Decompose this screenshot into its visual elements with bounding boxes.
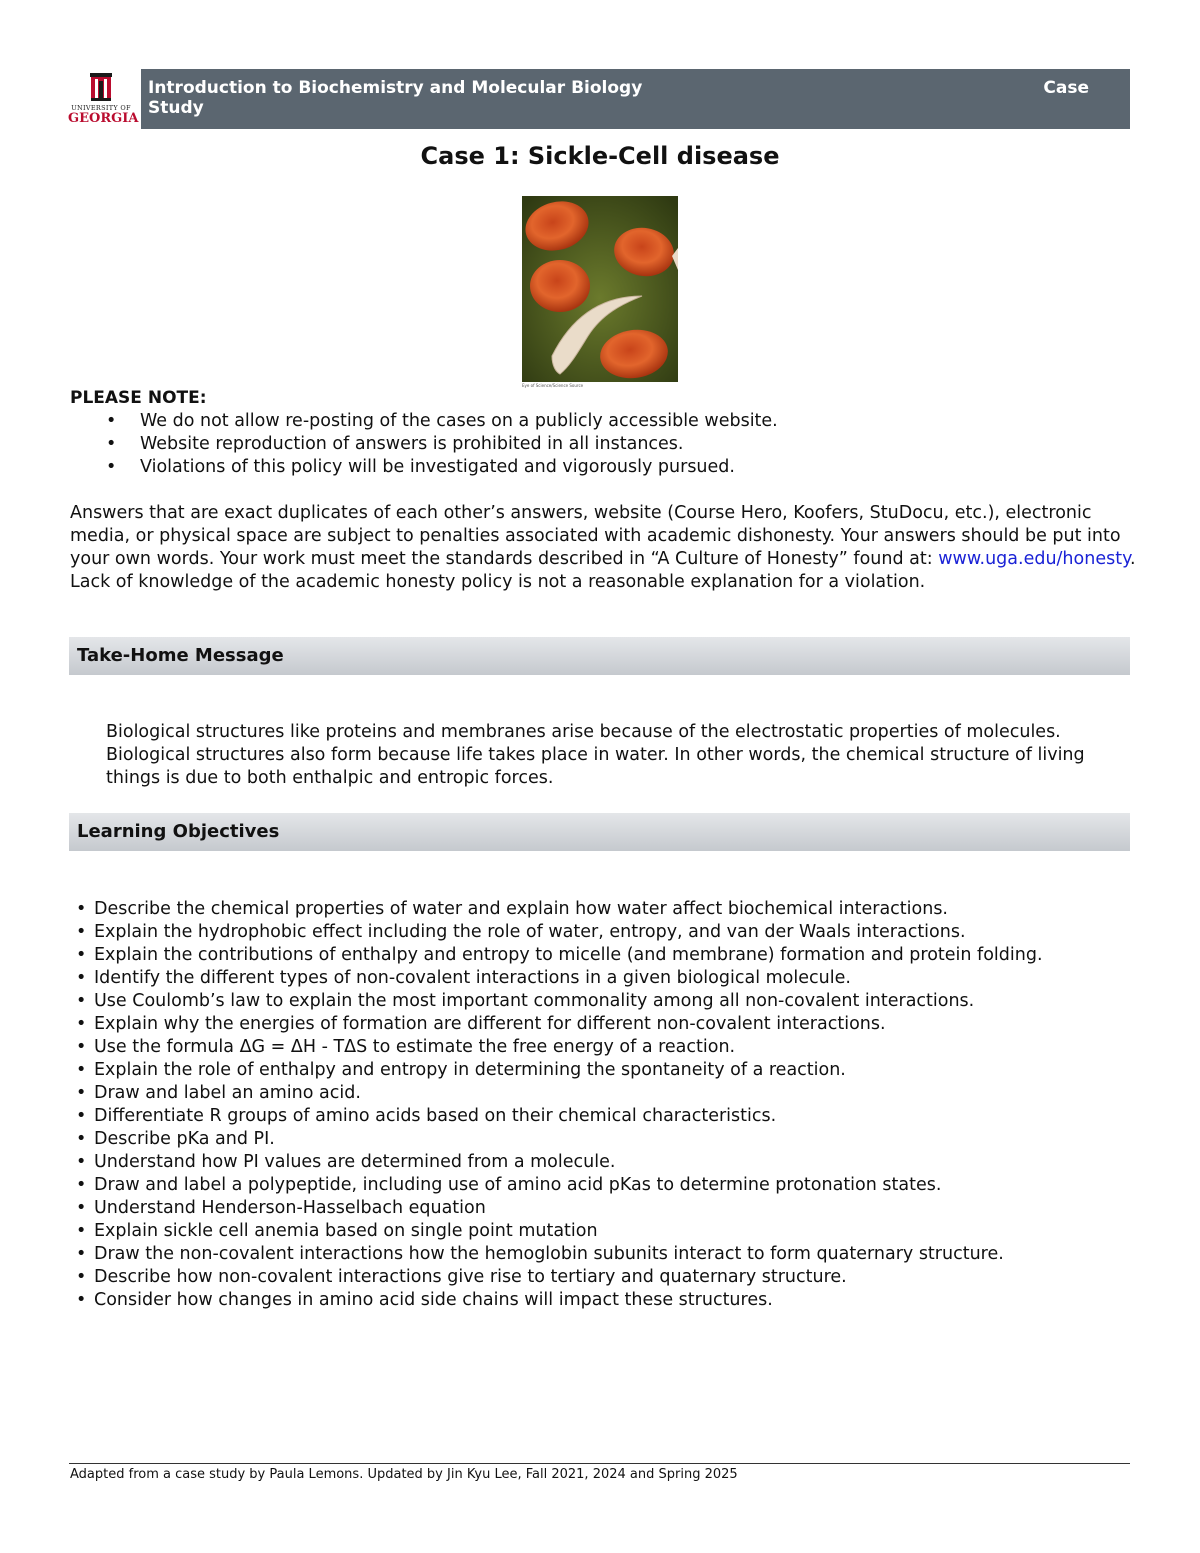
honesty-paragraph	[70, 502, 1140, 594]
course-title-line1: Introduction to Biochemistry and Molecular Biology	[148, 78, 643, 98]
honesty-link[interactable]: www.uga.edu/honesty	[938, 549, 1130, 569]
honesty-text-end: . Lack of knowledge of the academic honesty policy is not a reasonable explanation for a violation.	[70, 549, 1136, 592]
list-item: • Explain sickle cell anemia based on single point mutation	[70, 1220, 1140, 1243]
uga-logo	[68, 72, 139, 128]
list-item: • Differentiate R groups of amino acids based on their chemical characteristics.	[70, 1105, 1140, 1128]
list-item: • Describe how non-covalent interactions give rise to tertiary and quaternary structure.	[70, 1266, 1140, 1289]
list-item: • Explain why the energies of formation are different for different non-covalent interactions.	[70, 1013, 1140, 1036]
please-note-heading: PLEASE NOTE:	[70, 388, 207, 408]
learning-objectives-list	[70, 898, 1140, 1312]
footer-credit: Adapted from a case study by Paula Lemons. Updated by Jin Kyu Lee, Fall 2021, 2024 and Spring 2025	[70, 1467, 738, 1482]
course-title	[148, 78, 708, 118]
list-item: • Understand how PI values are determined from a molecule.	[70, 1151, 1140, 1174]
list-item: • Violations of this policy will be investigated and vigorously pursued.	[70, 456, 778, 479]
header-bar	[141, 69, 1130, 129]
list-item: • Identify the different types of non-covalent interactions in a given biological molecule.	[70, 967, 1140, 990]
list-item: • Describe pKa and PI.	[70, 1128, 1140, 1151]
footer-divider	[69, 1463, 1130, 1464]
photo-credit: Eye of Science/Science Source	[522, 383, 584, 388]
please-note-list	[70, 410, 778, 479]
learning-objectives-heading: Learning Objectives	[69, 813, 1130, 851]
course-title-line2: Study	[148, 98, 204, 118]
list-item: • Explain the role of enthalpy and entropy in determining the spontaneity of a reaction.	[70, 1059, 1140, 1082]
arch-icon	[90, 72, 112, 102]
list-item: • Draw and label a polypeptide, including use of amino acid pKas to determine protonation states.	[70, 1174, 1140, 1197]
take-home-text: Biological structures like proteins and membranes arise because of the electrostatic properties of molecules. Biological structures also form because life takes place in water. In other words, the chemical structure of living things is due to both enthalpic and entropic forces.	[106, 722, 1085, 788]
header-case-label: Case	[1043, 78, 1089, 98]
logo-university-text: UNIVERSITY OF	[71, 104, 131, 112]
list-item: • Use the formula ΔG = ΔH - TΔS to estimate the free energy of a reaction.	[70, 1036, 1140, 1059]
list-item: • Use Coulomb’s law to explain the most important commonality among all non-covalent interactions.	[70, 990, 1140, 1013]
take-home-heading: Take-Home Message	[69, 637, 1130, 675]
list-item: • Explain the hydrophobic effect including the role of water, entropy, and van der Waals interactions.	[70, 921, 1140, 944]
list-item: • Draw and label an amino acid.	[70, 1082, 1140, 1105]
list-item: • Consider how changes in amino acid side chains will impact these structures.	[70, 1289, 1140, 1312]
honesty-text-start: Answers that are exact duplicates of each other’s answers, website (Course Hero, Koofers, StuDocu, etc.), electronic media, or physical space are subject to penalties associated with academic dishonesty. Your answers should be put into your own words. Your work must meet the standards described in “A Culture of Honesty” found at:	[70, 503, 1121, 569]
list-item: • Describe the chemical properties of water and explain how water affect biochemical interactions.	[70, 898, 1140, 921]
list-item: • Understand Henderson-Hasselbach equation	[70, 1197, 1140, 1220]
sickle-cell-photo	[522, 196, 678, 382]
page-title: Case 1: Sickle-Cell disease	[420, 142, 780, 170]
list-item: • Draw the non-covalent interactions how the hemoglobin subunits interact to form quaternary structure.	[70, 1243, 1140, 1266]
list-item: • Website reproduction of answers is prohibited in all instances.	[70, 433, 778, 456]
list-item: • We do not allow re-posting of the cases on a publicly accessible website.	[70, 410, 778, 433]
logo-georgia-text: GEORGIA	[68, 111, 139, 126]
list-item: • Explain the contributions of enthalpy and entropy to micelle (and membrane) formation and protein folding.	[70, 944, 1140, 967]
